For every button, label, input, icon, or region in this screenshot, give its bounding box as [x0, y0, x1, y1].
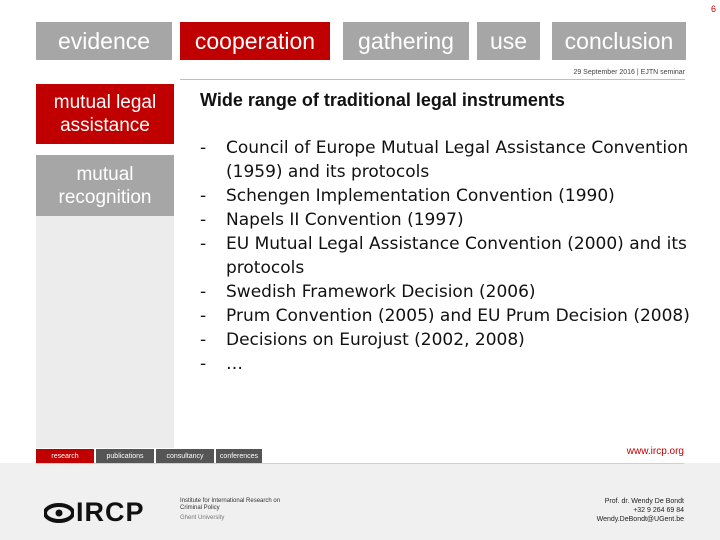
date-line: 29 September 2016 | EJTN seminar: [573, 69, 685, 76]
list-item: [196, 136, 696, 184]
bullet-marker: -: [200, 186, 207, 206]
contact-name: Prof. dr. Wendy De Bondt: [604, 498, 684, 505]
institute-name: [180, 498, 300, 522]
footer-tab-consultancy[interactable]: consultancy: [156, 449, 214, 463]
sidebar-background: [36, 216, 174, 448]
list-item-text: Schengen Implementation Convention (1990): [226, 186, 615, 206]
footer-tab-publications[interactable]: publications: [96, 449, 154, 463]
tab-evidence[interactable]: evidence: [36, 22, 172, 60]
list-item-text: Decisions on Eurojust (2002, 2008): [226, 330, 525, 350]
footer-tab-research[interactable]: research: [36, 449, 94, 463]
bullet-marker: -: [200, 210, 207, 230]
contact-phone: +32 9 264 69 84: [633, 507, 684, 514]
bullet-marker: -: [200, 330, 207, 350]
contact-block: [597, 497, 684, 524]
tab-gathering[interactable]: gathering: [343, 22, 469, 60]
bullet-marker: -: [200, 354, 207, 374]
footer-tab-conferences[interactable]: conferences: [216, 449, 262, 463]
institute-line: Institute for International Research on Criminal Policy: [180, 498, 281, 511]
bullet-marker: -: [200, 234, 207, 254]
logo-text: IRCP: [76, 497, 145, 527]
list-item: [196, 184, 696, 208]
sidebar-item-mutual-legal-assistance[interactable]: mutual legal assistance: [36, 84, 174, 144]
bullet-marker: -: [200, 138, 207, 158]
list-item: [196, 232, 696, 280]
list-item-text: Prum Convention (2005) and EU Prum Decision (2008): [226, 306, 690, 326]
slide-heading: Wide range of traditional legal instruments: [200, 90, 565, 110]
bullet-marker: -: [200, 306, 207, 326]
sidebar-item-mutual-recognition[interactable]: mutual recognition: [36, 155, 174, 216]
list-item-text: EU Mutual Legal Assistance Convention (2000) and its protocols: [226, 234, 687, 278]
tab-conclusion[interactable]: conclusion: [552, 22, 686, 60]
footer-divider: [36, 463, 684, 464]
list-item: [196, 352, 696, 376]
header-divider: [180, 79, 685, 80]
list-item: [196, 328, 696, 352]
list-item-text: …: [226, 354, 243, 374]
bullet-list: [196, 136, 696, 376]
list-item-text: Swedish Framework Decision (2006): [226, 282, 536, 302]
website-link[interactable]: www.ircp.org: [626, 446, 684, 457]
tab-cooperation[interactable]: cooperation: [180, 22, 330, 60]
bullet-marker: -: [200, 282, 207, 302]
list-item: [196, 304, 696, 328]
slide-number: 6: [710, 4, 716, 14]
list-item: [196, 280, 696, 304]
list-item-text: Council of Europe Mutual Legal Assistance Convention (1959) and its protocols: [226, 138, 689, 182]
tab-use[interactable]: use: [477, 22, 540, 60]
contact-email[interactable]: Wendy.DeBondt@UGent.be: [596, 516, 684, 523]
list-item-text: Napels II Convention (1997): [226, 210, 464, 230]
ircp-emblem-icon: [44, 500, 74, 526]
ircp-logo: [44, 497, 145, 528]
list-item: [196, 208, 696, 232]
university-line: Ghent University: [180, 515, 225, 521]
